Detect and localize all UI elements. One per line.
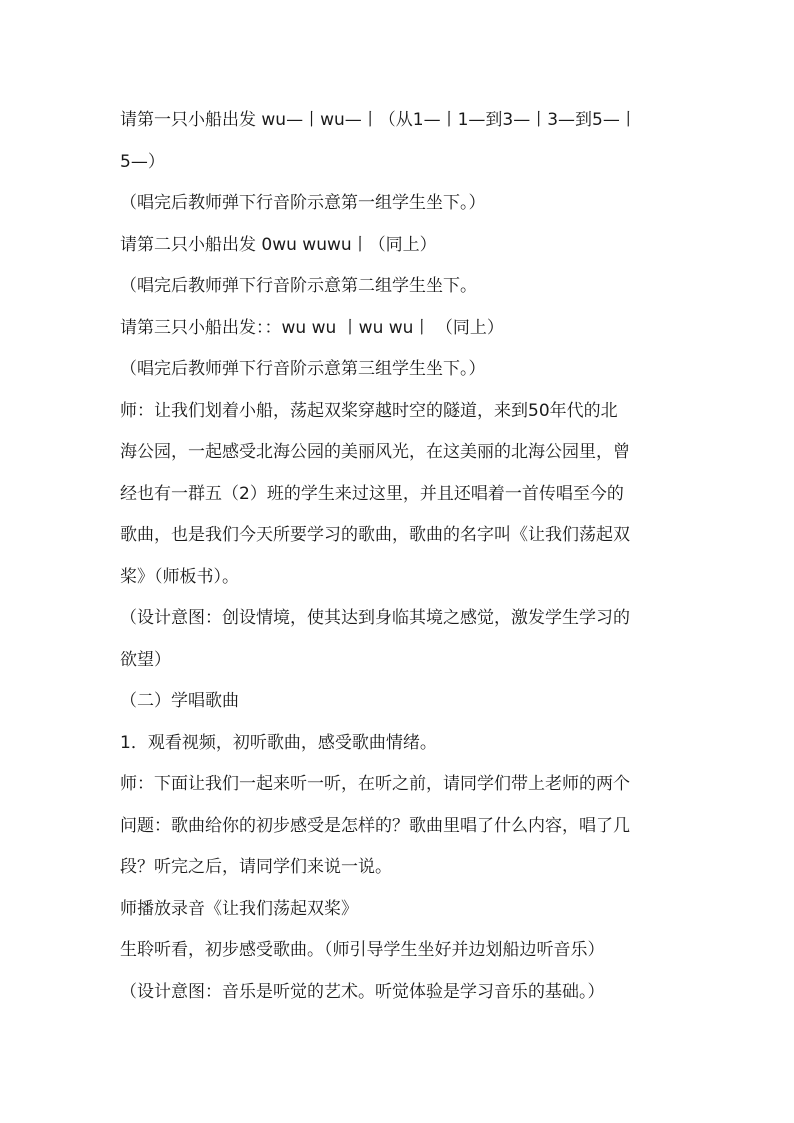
text-line: （设计意图：创设情境，使其达到身临其境之感觉，激发学生学习的 xyxy=(120,608,630,628)
text-line: 师：下面让我们一起来听一听，在听之前，请同学们带上老师的两个 xyxy=(120,774,630,794)
text-line: 请第二只小船出发 0wu wuwu丨（同上） xyxy=(120,234,437,255)
document-body xyxy=(120,100,680,1013)
text-line: 师播放录音《让我们荡起双桨》 xyxy=(120,898,358,919)
text-line: 问题：歌曲给你的初步感受是怎样的？歌曲里唱了什么内容，唱了几 xyxy=(120,815,630,836)
text-line: 师：让我们划着小船，荡起双桨穿越时空的隧道，来到50年代的北 xyxy=(120,400,618,421)
text-line: 生聆听看，初步感受歌曲。（师引导学生坐好并边划船边听音乐） xyxy=(120,940,605,960)
text-line: 请第三只小船出发：：wu wu 丨wu wu丨 （同上） xyxy=(120,317,504,338)
text-line: （唱完后教师弹下行音阶示意第三组学生坐下。） xyxy=(120,359,486,379)
text-line: 请第一只小船出发 wu—丨wu—丨（从1—丨1—到3—丨3—到5—丨 xyxy=(120,110,637,130)
text-line: 歌曲，也是我们今天所要学习的歌曲，歌曲的名字叫《让我们荡起双 xyxy=(120,525,630,545)
text-line: 5—） xyxy=(120,151,165,172)
text-line: （唱完后教师弹下行音阶示意第二组学生坐下。 xyxy=(120,276,477,296)
text-line: 经也有一群五（2）班的学生来过这里，并且还唱着一首传唱至今的 xyxy=(120,483,624,504)
text-line: 段？听完之后，请同学们来说一说。 xyxy=(120,857,392,877)
text-line: 欲望） xyxy=(120,649,171,670)
text-line: （设计意图：音乐是听觉的艺术。听觉体验是学习音乐的基础。） xyxy=(120,981,605,1002)
text-line: （唱完后教师弹下行音阶示意第一组学生坐下。） xyxy=(120,193,486,213)
section-heading: （二）学唱歌曲 xyxy=(120,691,239,711)
text-line: 海公园，一起感受北海公园的美丽风光，在这美丽的北海公园里，曾 xyxy=(120,442,630,462)
text-line: 1．观看视频，初听歌曲，感受歌曲情绪。 xyxy=(120,732,437,753)
text-line: 桨》（师板书）。 xyxy=(120,566,239,587)
